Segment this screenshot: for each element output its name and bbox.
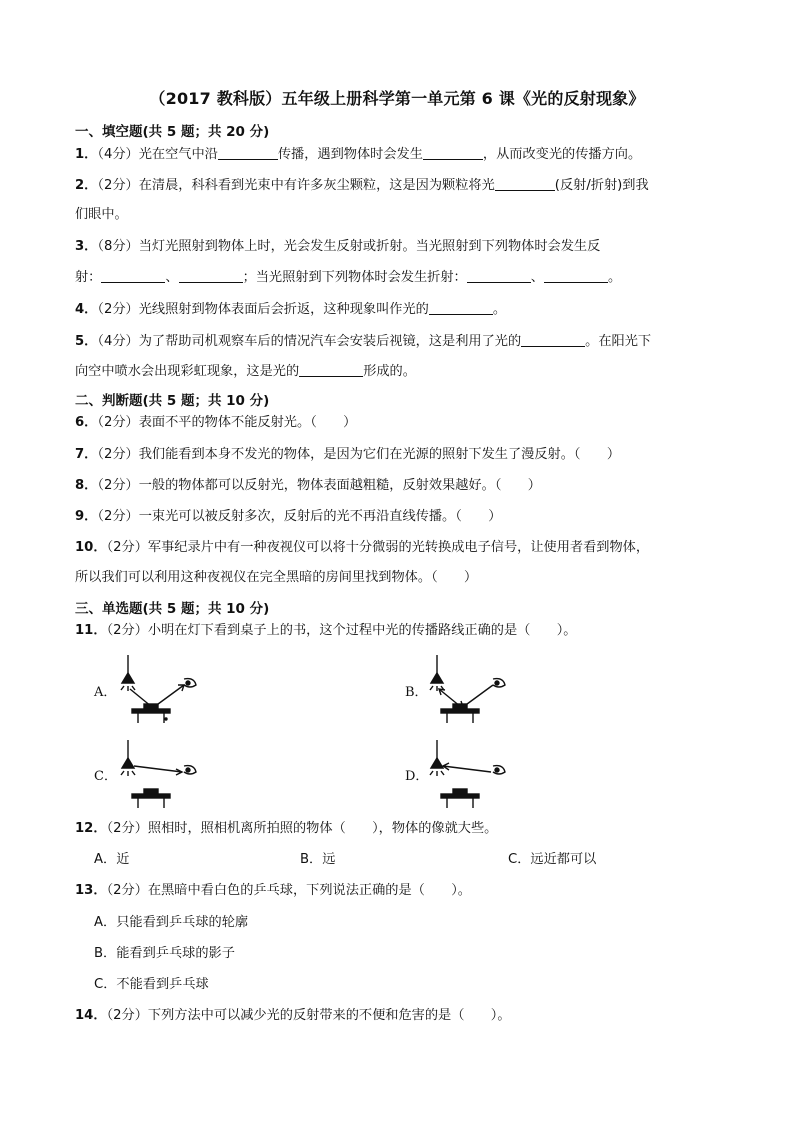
question-text: (反射/折射)到我 <box>554 178 649 193</box>
answer-blank[interactable] <box>423 145 483 160</box>
question-text: 向空中喷水会出现彩虹现象，这是光的 <box>75 364 300 379</box>
question-14 <box>75 1007 511 1025</box>
question-text: ，从而改变光的传播方向。 <box>482 147 642 162</box>
question-text: （2分）表面不平的物体不能反射光。（ ） <box>97 415 357 430</box>
question-3 <box>75 238 600 256</box>
q12-option-a[interactable]: A．近 <box>94 852 130 867</box>
question-6 <box>75 414 356 432</box>
question-number: 14． <box>75 1008 107 1023</box>
question-text: 、 <box>165 270 179 285</box>
question-number: 3． <box>75 239 98 254</box>
option-d-label[interactable]: D． <box>405 769 429 784</box>
question-text: （2分）下列方法中可以减少光的反射带来的不便和危害的是（ ）。 <box>106 1008 511 1023</box>
question-text: （2分）小明在灯下看到桌子上的书，这个过程中光的传播路线正确的是（ ）。 <box>106 623 577 638</box>
section-single-choice: 三、单选题(共 5 题；共 10 分) <box>75 601 270 617</box>
diagram-option-d[interactable] <box>427 740 517 810</box>
q13-option-c[interactable]: C．不能看到乒乓球 <box>94 977 209 992</box>
q13-option-a[interactable]: A．只能看到乒乓球的轮廓 <box>94 915 249 930</box>
question-text: （2分）光线照射到物体表面后会折返，这种现象叫作光的 <box>97 302 429 317</box>
option-b-label[interactable]: B． <box>405 685 428 700</box>
question-5-cont <box>75 362 416 381</box>
question-number: 8． <box>75 478 98 493</box>
option-c-label[interactable]: C． <box>94 769 117 784</box>
answer-blank[interactable] <box>179 268 243 283</box>
question-text: （2分）一束光可以被反射多次，反射后的光不再沿直线传播。（ ） <box>97 509 502 524</box>
question-text: （2分）军事纪录片中有一种夜视仪可以将十分微弱的光转换成电子信号，让使用者看到物体， <box>106 540 650 555</box>
question-number: 12． <box>75 821 107 836</box>
q12-option-b[interactable]: B．远 <box>300 852 336 867</box>
question-5 <box>75 332 651 351</box>
option-a-label[interactable]: A． <box>94 685 117 700</box>
question-text: 射： <box>75 270 102 285</box>
question-number: 6． <box>75 415 98 430</box>
question-9 <box>75 508 501 526</box>
question-number: 10． <box>75 540 107 555</box>
question-text: 。在阳光下 <box>585 334 652 349</box>
question-text: （2分）照相时，照相机离所拍照的物体（ ），物体的像就大些。 <box>106 821 498 836</box>
question-text: （2分）在清晨，科科看到光束中有许多灰尘颗粒，这是因为颗粒将光 <box>97 178 495 193</box>
question-number: 4． <box>75 302 98 317</box>
question-2-cont: 们眼中。 <box>75 207 128 222</box>
question-number: 1． <box>75 147 98 162</box>
diagram-option-a[interactable] <box>118 655 208 725</box>
question-text: 、 <box>530 270 544 285</box>
answer-blank[interactable] <box>521 332 585 347</box>
question-7 <box>75 446 620 464</box>
question-text: 形成的。 <box>363 364 416 379</box>
answer-blank[interactable] <box>101 268 165 283</box>
answer-blank[interactable] <box>218 145 278 160</box>
question-text: （2分）在黑暗中看白色的乒乓球，下列说法正确的是（ ）。 <box>106 883 471 898</box>
question-number: 5． <box>75 334 98 349</box>
q13-option-b[interactable]: B．能看到乒乓球的影子 <box>94 946 235 961</box>
question-1 <box>75 145 641 164</box>
question-10 <box>75 539 649 557</box>
question-3-cont <box>75 268 621 287</box>
question-text: 传播，遇到物体时会发生 <box>277 147 423 162</box>
answer-blank[interactable] <box>467 268 531 283</box>
q12-option-c[interactable]: C．远近都可以 <box>508 852 597 867</box>
answer-blank[interactable] <box>429 300 493 315</box>
question-number: 9． <box>75 509 98 524</box>
question-text: （8分）当灯光照射到物体上时，光会发生反射或折射。当光照射到下列物体时会发生反 <box>97 239 601 254</box>
question-text: 。 <box>492 302 507 317</box>
question-text: 。 <box>607 270 622 285</box>
answer-blank[interactable] <box>544 268 608 283</box>
answer-blank[interactable] <box>299 362 363 377</box>
question-13 <box>75 882 471 900</box>
question-text: （4分）为了帮助司机观察车后的情况汽车会安装后视镜，这是利用了光的 <box>97 334 522 349</box>
question-number: 13． <box>75 883 107 898</box>
question-2 <box>75 176 649 195</box>
question-4 <box>75 300 506 319</box>
question-text: （4分）光在空气中沿 <box>97 147 218 162</box>
page-title: （2017 教科版）五年级上册科学第一单元第 6 课《光的反射现象》 <box>149 89 645 108</box>
section-true-false: 二、判断题(共 5 题；共 10 分) <box>75 393 270 409</box>
diagram-option-c[interactable] <box>118 740 208 810</box>
question-8 <box>75 477 541 495</box>
question-number: 7． <box>75 447 98 462</box>
section-fill-in: 一、填空题(共 5 题；共 20 分) <box>75 124 270 140</box>
question-10-cont: 所以我们可以利用这种夜视仪在完全黑暗的房间里找到物体。（ ） <box>75 570 478 585</box>
question-number: 11． <box>75 623 107 638</box>
question-11 <box>75 622 576 640</box>
question-12 <box>75 820 497 838</box>
question-number: 2． <box>75 178 98 193</box>
diagram-option-b[interactable] <box>427 655 517 725</box>
answer-blank[interactable] <box>495 176 555 191</box>
question-text: ；当光照射到下列物体时会发生折射： <box>242 270 467 285</box>
question-text: （2分）我们能看到本身不发光的物体，是因为它们在光源的照射下发生了漫反射。（ ） <box>97 447 621 462</box>
question-text: （2分）一般的物体都可以反射光，物体表面越粗糙，反射效果越好。（ ） <box>97 478 541 493</box>
